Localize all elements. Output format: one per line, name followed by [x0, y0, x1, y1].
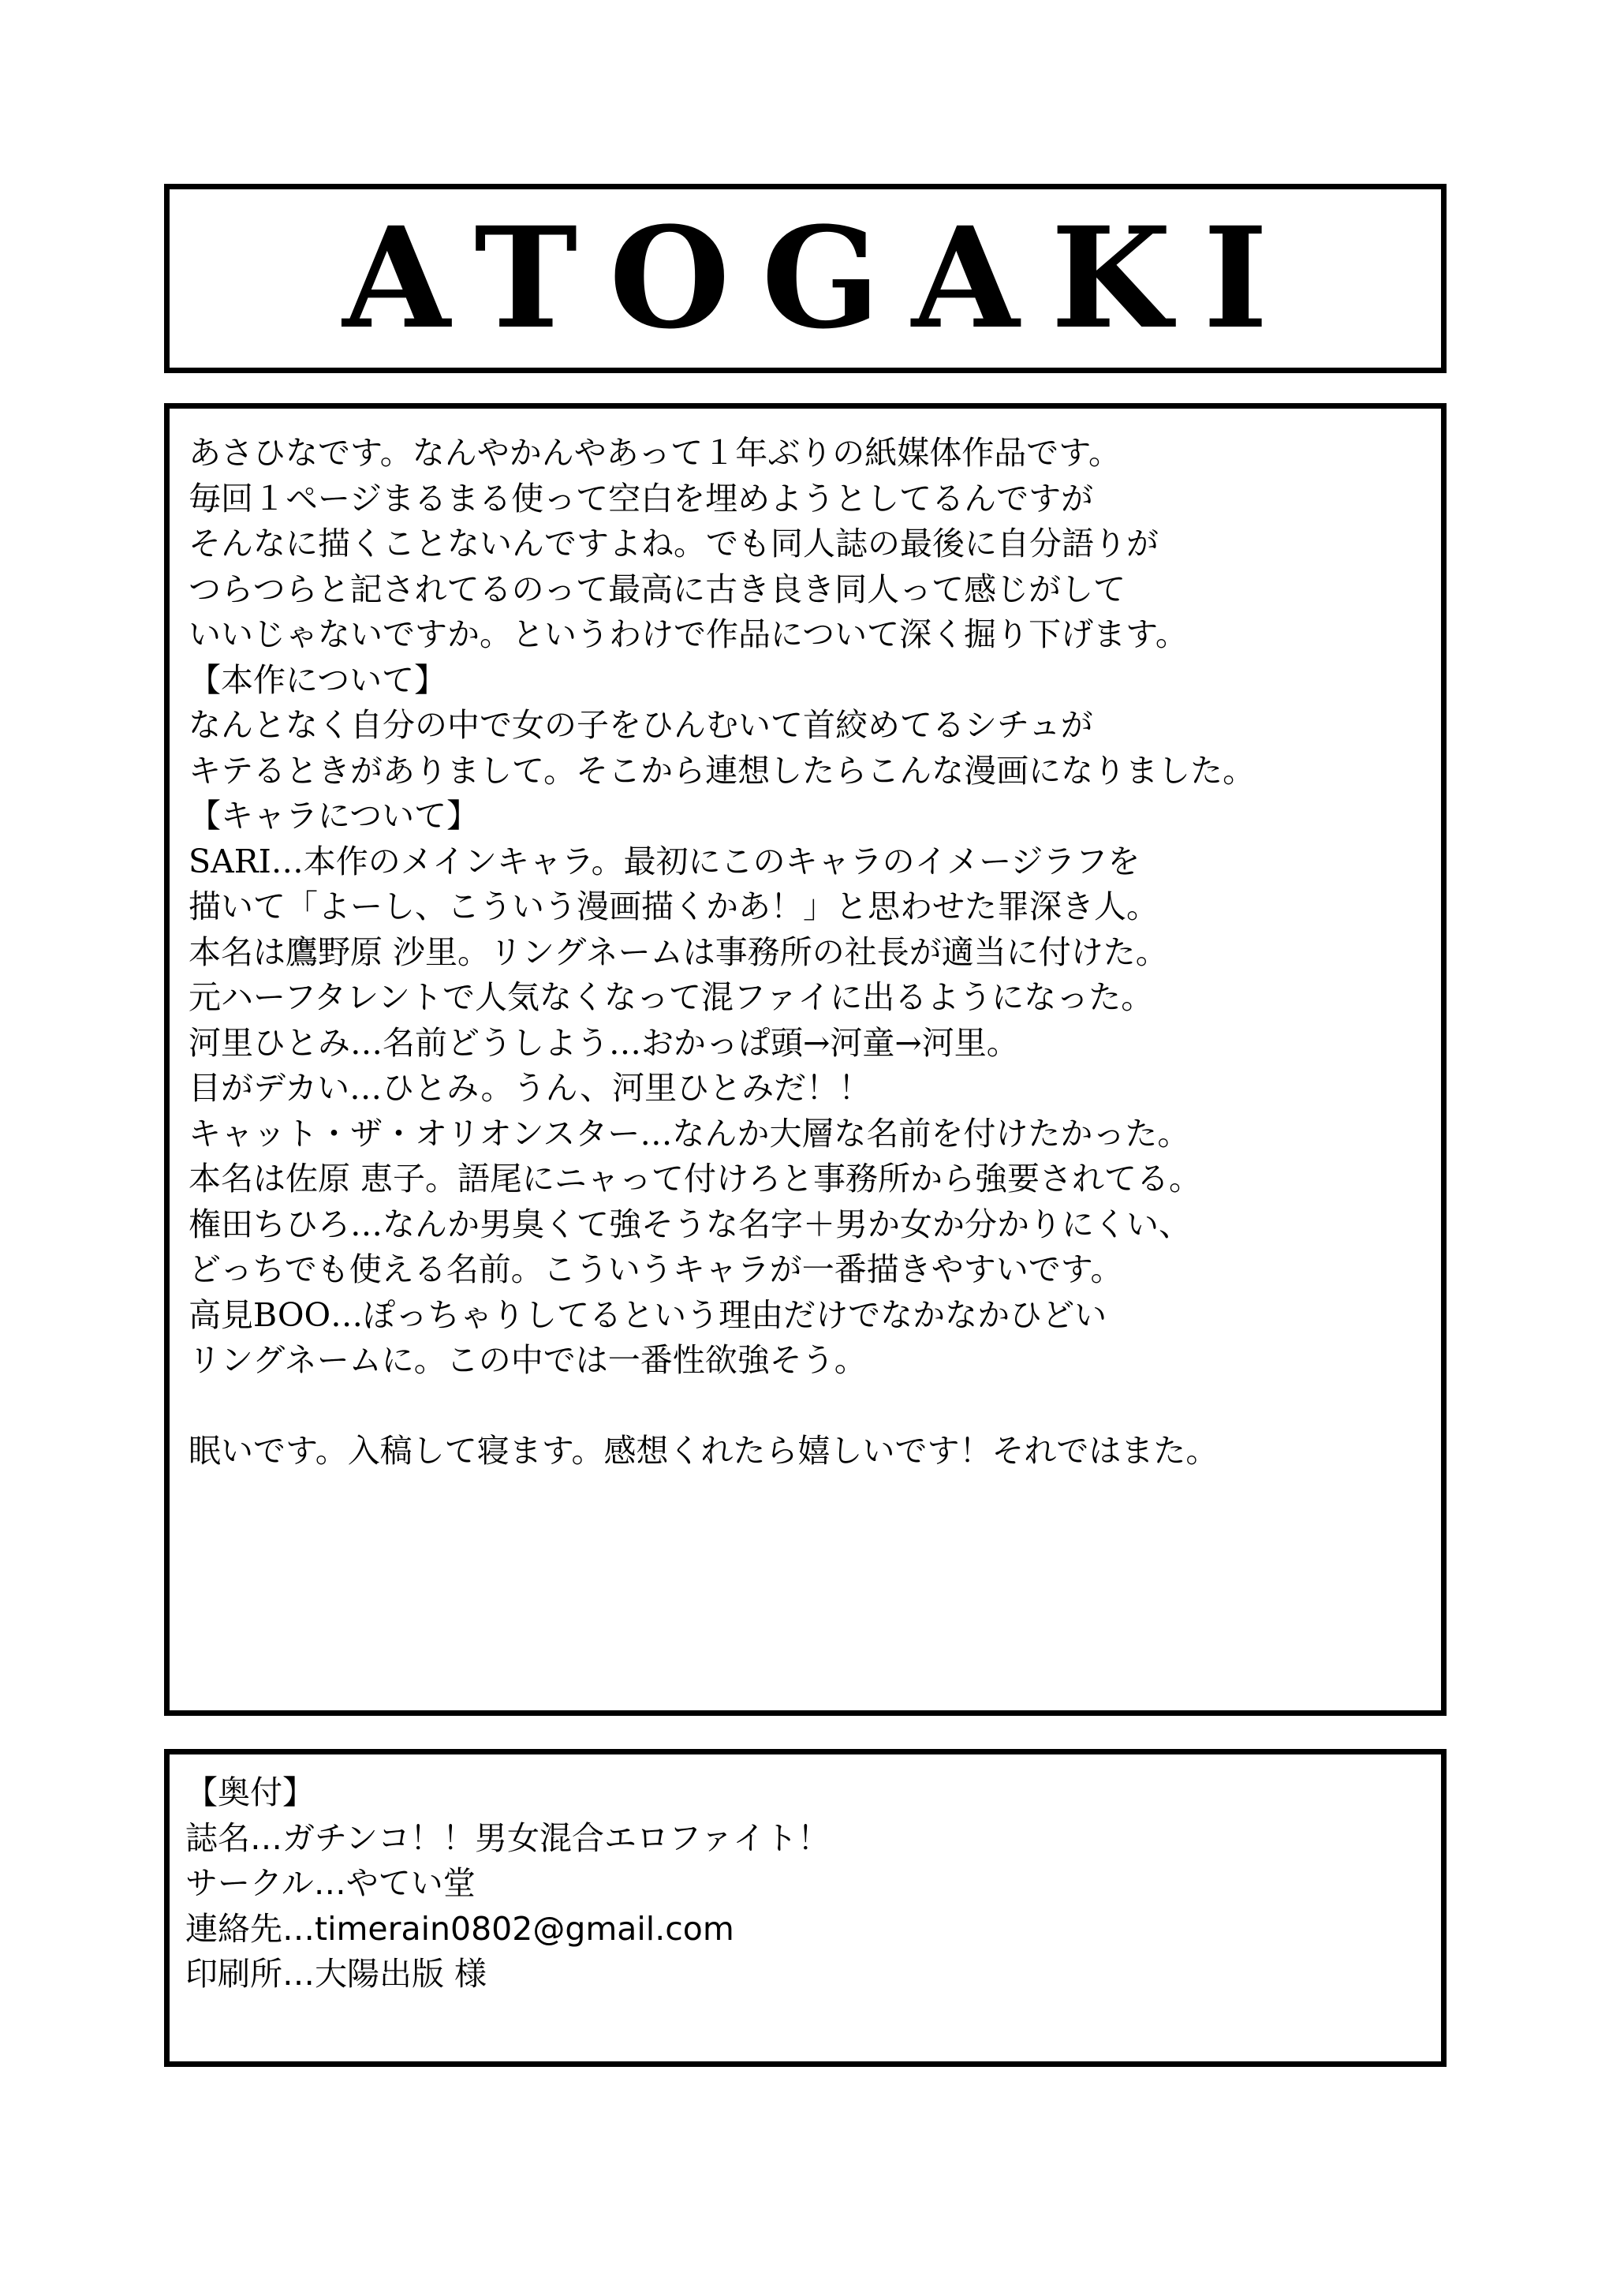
afterword-line: あさひなです。なんやかんやあって１年ぶりの紙媒体作品です。 — [189, 434, 1122, 472]
afterword-line: 河里ひとみ…名前どうしよう…おかっぱ頭→河童→河里。 — [189, 1023, 1019, 1062]
afterword-line: 元ハーフタレントで人気なくなって混ファイに出るようになった。 — [189, 978, 1154, 1016]
afterword-line: 眠いです。入稿して寝ます。感想くれたら嬉しいです！それではまた。 — [189, 1432, 1219, 1470]
afterword-line: 高見BOO…ぽっちゃりしてるという理由だけでなかなかひどい — [189, 1295, 1107, 1334]
afterword-line: 目がデカい…ひとみ。うん、河里ひとみだ！！ — [189, 1069, 872, 1107]
afterword-line: 【本作について】 — [189, 660, 447, 699]
colophon-line: 連絡先…timerain0802@gmail.com — [185, 1909, 734, 1948]
afterword-line: どっちでも使える名前。こういうキャラが一番描きやすいです。 — [189, 1250, 1123, 1288]
afterword-line: いいじゃないですか。というわけで作品について深く掘り下げます。 — [189, 615, 1188, 653]
afterword-line: 本名は鷹野原 沙里。リングネームは事務所の社長が適当に付けた。 — [189, 932, 1168, 971]
colophon-line: 誌名…ガチンコ！！男女混合エロファイト！ — [185, 1818, 831, 1857]
afterword-line: 【キャラについて】 — [189, 797, 480, 835]
afterword-line: 権田ちひろ…なんか男臭くて強そうな名字＋男か女か分かりにくい、 — [189, 1205, 1191, 1243]
afterword-line: リングネームに。この中では一番性欲強そう。 — [189, 1341, 867, 1379]
afterword-line — [189, 1384, 1425, 1429]
title-box — [164, 184, 1447, 373]
colophon-text — [185, 1770, 1425, 1997]
afterword-box — [164, 403, 1447, 1716]
afterword-line: なんとなく自分の中で女の子をひんむいて首絞めてるシチュが — [189, 706, 1093, 744]
afterword-text — [189, 431, 1425, 1474]
colophon-line: サークル…やてい堂 — [185, 1864, 476, 1902]
colophon-line: 印刷所…大陽出版 様 — [185, 1955, 487, 1993]
afterword-line: キテるときがありまして。そこから連想したらこんな漫画になりました。 — [189, 751, 1256, 790]
colophon-box — [164, 1749, 1447, 2067]
page-title: ATOGAKI — [342, 196, 1300, 360]
colophon-line: 【奥付】 — [185, 1773, 315, 1811]
afterword-line: キャット・ザ・オリオンスター…なんか大層な名前を付けたかった。 — [189, 1114, 1190, 1153]
afterword-line: 本名は佐原 恵子。語尾にニャって付けろと事務所から強要されてる。 — [189, 1160, 1202, 1198]
afterword-line: 毎回１ページまるまる使って空白を埋めようとしてるんですが — [189, 479, 1094, 518]
afterword-line: 描いて「よーし、こういう漫画描くかあ！」と思わせた罪深き人。 — [189, 888, 1159, 925]
afterword-line: つらつらと記されてるのって最高に古き良き同人って感じがして — [189, 570, 1126, 608]
afterword-line: SARI…本作のメインキャラ。最初にこのキャラのイメージラフを — [189, 842, 1141, 880]
afterword-line: そんなに描くことないんですよね。でも同人誌の最後に自分語りが — [189, 525, 1159, 562]
